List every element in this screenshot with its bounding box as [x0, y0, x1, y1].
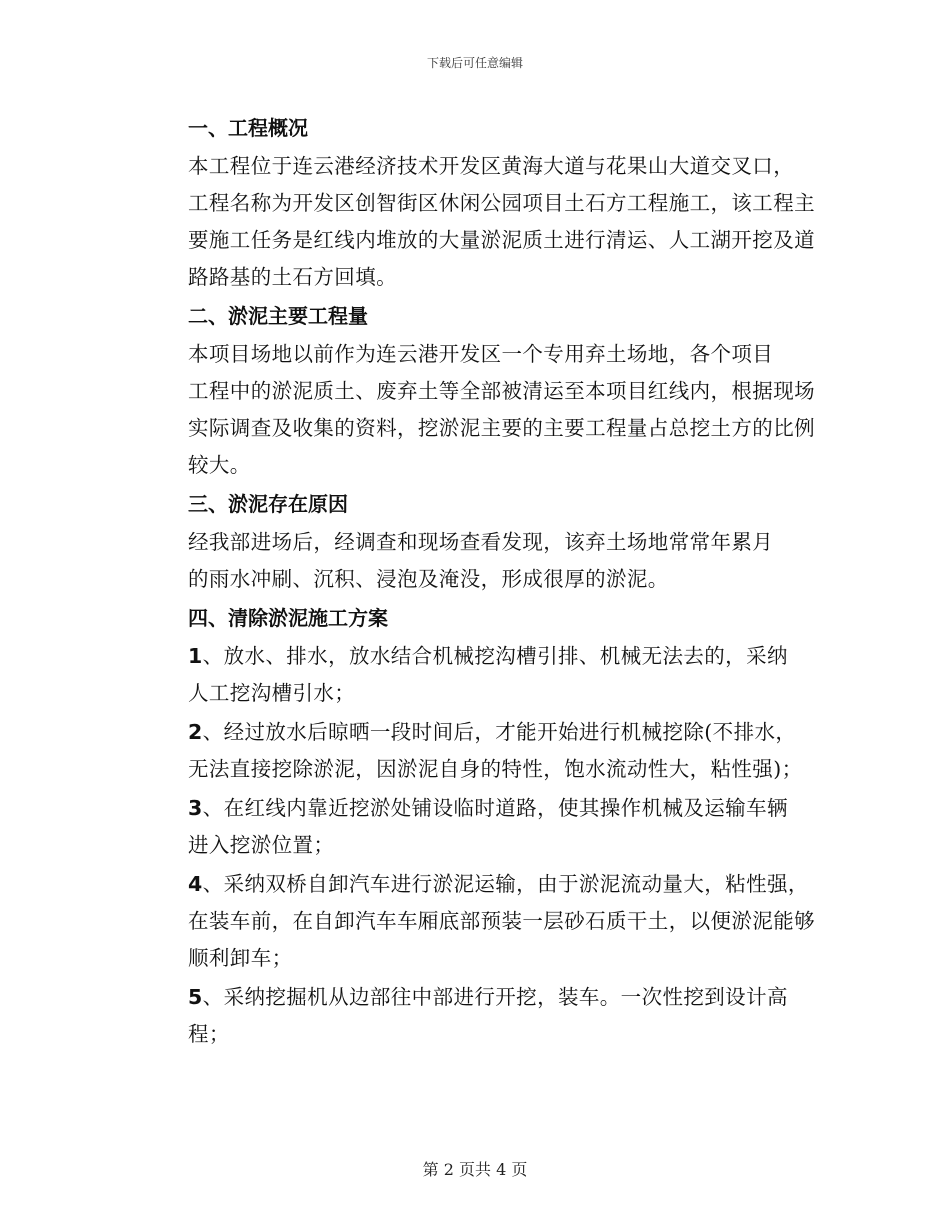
text-line: 本工程位于连云港经济技术开发区黄海大道与花果山大道交叉口， [188, 154, 795, 178]
text-line [143, 866, 833, 903]
section-heading: 三、淤泥存在原因 [188, 492, 348, 516]
text-line: 较大。 [188, 453, 251, 477]
page-footer: 第 2 页共 4 页 [422, 1160, 528, 1179]
text-segment: 、放水、排水，放水结合机械挖沟槽引排、机械无法去的，采纳 [202, 644, 788, 668]
item-number: 2 [188, 720, 203, 744]
item-number: 3 [188, 796, 203, 820]
page-header: 下载后可任意编辑 [426, 56, 523, 70]
text-line: 实际调查及收集的资料，挖淤泥主要的主要工程量占总挖土方的比例 [188, 416, 815, 440]
text-line [143, 638, 833, 675]
text-line: 工程名称为开发区创智街区休闲公园项目土石方工程施工，该工程主 [188, 191, 815, 215]
text-line: 程； [188, 1022, 230, 1046]
text-line: 的雨水冲刷、沉积、浸泡及淹没，形成很厚的淤泥。 [188, 567, 669, 591]
section-overview [143, 110, 833, 296]
numbered-paragraph-2 [143, 714, 833, 788]
text-line [143, 790, 833, 827]
paragraph [143, 336, 833, 484]
paragraph [143, 524, 833, 598]
text-segment: 、采纳双桥自卸汽车进行淤泥运输，由于淤泥流动量大，粘性强， [202, 872, 809, 896]
item-number: 1 [188, 644, 203, 668]
numbered-paragraph-4 [143, 866, 833, 977]
section-heading: 一、工程概况 [188, 116, 308, 140]
document-body [143, 110, 833, 1055]
text-line: 要施工任务是红线内堆放的大量淤泥质土进行清运、人工湖开挖及道 [188, 228, 815, 252]
section-construction-plan [143, 600, 833, 1053]
numbered-paragraph-1 [143, 638, 833, 712]
text-line: 人工挖沟槽引水； [188, 681, 356, 705]
text-line: 顺利卸车； [188, 946, 293, 970]
text-line: 工程中的淤泥质土、废弃土等全部被清运至本项目红线内，根据现场 [188, 379, 815, 403]
paragraph [143, 148, 833, 296]
text-line: 路路基的土石方回填。 [188, 265, 397, 289]
section-causes [143, 486, 833, 598]
text-segment: 、经过放水后晾晒一段时间后，才能开始进行机械挖除(不排水， [202, 720, 797, 744]
text-line: 进入挖淤位置； [188, 833, 335, 857]
numbered-paragraph-5 [143, 979, 833, 1053]
text-line: 本项目场地以前作为连云港开发区一个专用弃土场地，各个项目 [188, 342, 774, 366]
text-line: 无法直接挖除淤泥，因淤泥自身的特性，饱水流动性大，粘性强)； [188, 757, 803, 781]
item-number: 4 [188, 872, 203, 896]
text-line: 经我部进场后，经调查和现场查看发现，该弃土场地常常年累月 [188, 530, 774, 554]
text-line [143, 714, 833, 751]
section-heading: 四、清除淤泥施工方案 [188, 606, 388, 630]
text-segment: 、在红线内靠近挖淤处铺设临时道路，使其操作机械及运输车辆 [202, 796, 788, 820]
item-number: 5 [188, 985, 203, 1009]
text-line: 在装车前，在自卸汽车车厢底部预装一层砂石质干土，以便淤泥能够 [188, 909, 815, 933]
text-segment: 、采纳挖掘机从边部往中部进行开挖，装车。一次性挖到设计高 [202, 985, 788, 1009]
section-heading: 二、淤泥主要工程量 [188, 304, 368, 328]
numbered-paragraph-3 [143, 790, 833, 864]
section-quantities [143, 298, 833, 484]
text-line [143, 979, 833, 1016]
